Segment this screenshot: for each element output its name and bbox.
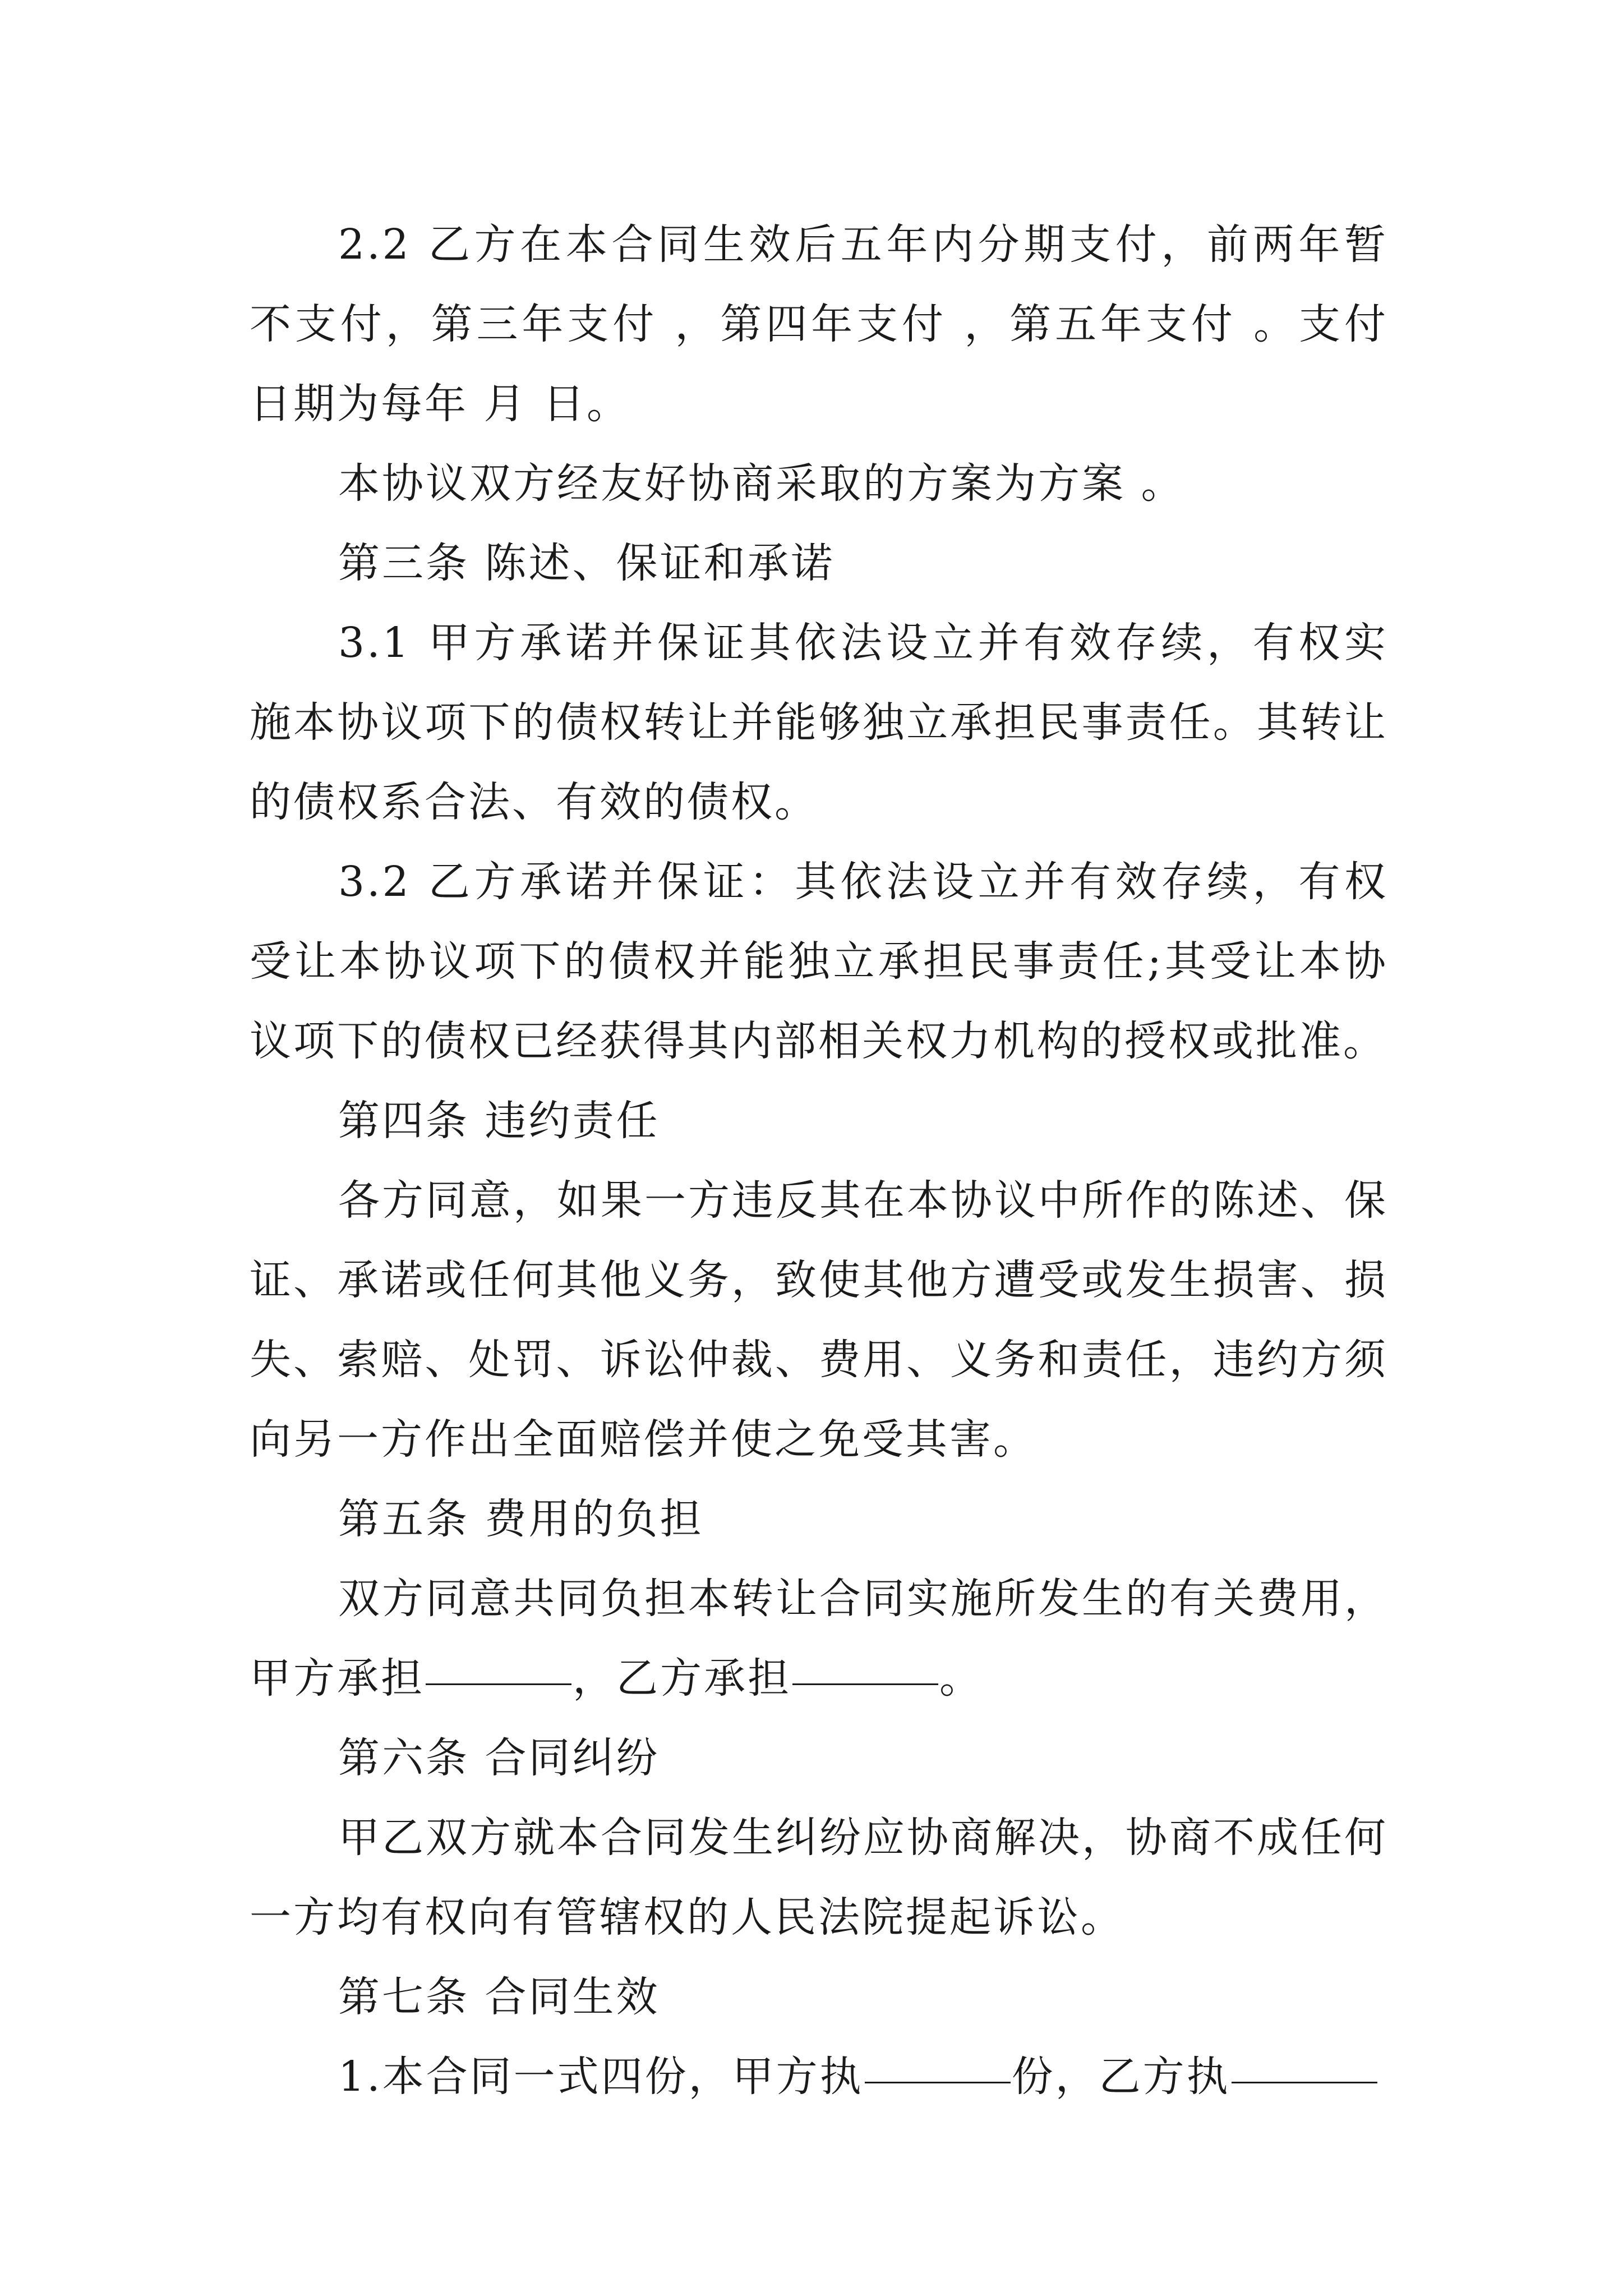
article-7-heading: 第七条 合同生效 (338, 1973, 660, 2021)
text-segment: 份，乙方执 (1011, 2053, 1230, 2101)
text-segment: 1.本合同一式四份，甲方执 (338, 2053, 864, 2101)
clause-3-1-party-a-warranty: 3.1 甲方承诺并保证其依法设立并有效存续，有权实施本协议项下的债权转让并能够独立承担民事责任。其转让的债权系合法、有效的债权。 (250, 619, 1388, 826)
text-segment: 。 (939, 1654, 983, 1703)
article-5-heading: 第五条 费用的负担 (338, 1495, 704, 1543)
clause-2-2-payment-schedule: 2.2 乙方在本合同生效后五年内分期支付，前两年暂不支付，第三年支付 ，第四年支付 ，第五年支付 。支付日期为每年 月 日。 (250, 220, 1388, 428)
clause-5-cost-sharing (250, 1559, 1388, 1718)
article-6-heading: 第六条 合同纠纷 (338, 1734, 660, 1782)
fill-in-blank-party-a-share (426, 1683, 571, 1685)
article-4-heading: 第四条 违约责任 (338, 1097, 660, 1145)
fill-in-blank-party-b-share (792, 1683, 938, 1685)
contract-body (250, 205, 1388, 2116)
clause-6-dispute-resolution: 甲乙双方就本合同发生纠纷应协商解决，协商不成任何一方均有权向有管辖权的人民法院提起诉讼。 (250, 1814, 1388, 1941)
clause-agreed-plan: 本协议双方经友好协商采取的方案为方案 。 (338, 459, 1185, 508)
text-segment: 双方同意共同负担本转让合同实施所发生的有关费用，甲方承担 (250, 1575, 1388, 1703)
clause-3-2-party-b-warranty: 3.2 乙方承诺并保证：其依法设立并有效存续，有权受让本协议项下的债权并能独立承担民事责任;其受让本协议项下的债权已经获得其内部相关权力机构的授权或批准。 (250, 858, 1388, 1065)
clause-4-breach-liability: 各方同意，如果一方违反其在本协议中所作的陈述、保证、承诺或任何其他义务，致使其他方遭受或发生损害、损失、索赔、处罚、诉讼仲裁、费用、义务和责任，违约方须向另一方作出全面赔偿并使之免受其害。 (250, 1176, 1388, 1464)
fill-in-blank-party-a-copies (865, 2081, 1011, 2083)
clause-7-1-copies (250, 2037, 1388, 2116)
article-3-heading: 第三条 陈述、保证和承诺 (338, 539, 835, 587)
text-segment: ，乙方承担 (573, 1654, 791, 1703)
fill-in-blank-party-b-copies (1232, 2081, 1377, 2083)
